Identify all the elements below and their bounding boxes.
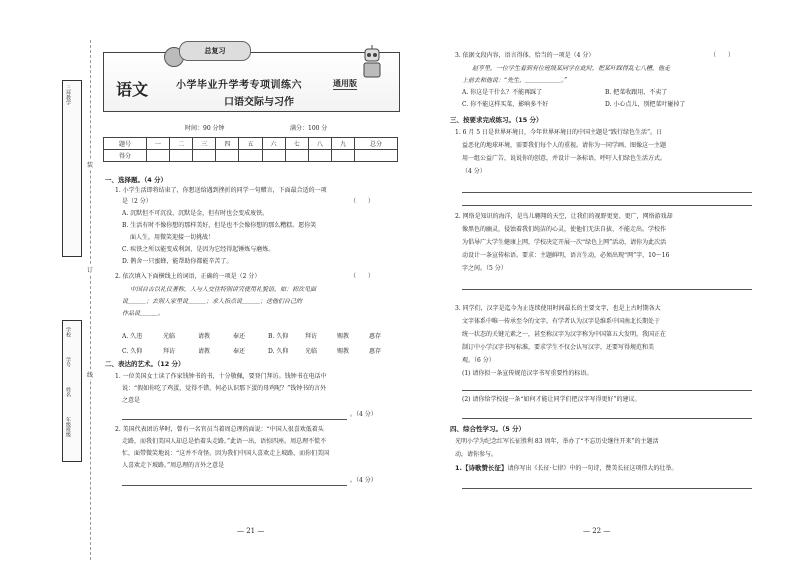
- q2-opt: 惠存: [369, 348, 382, 355]
- student-fields-box: [62, 320, 82, 462]
- instructions-box: [62, 80, 82, 257]
- q2-opt: 光临: [305, 348, 318, 355]
- p3-line-5: 观。（6 分）: [462, 357, 495, 364]
- q3-option-c[interactable]: C. 你不能这样买菜，影响多不好: [462, 101, 549, 108]
- p1-line-1: 1. 6 月 5 日是世界环境日，今年世界环境日的中国主题是“践行绿色生活”。日: [455, 129, 663, 136]
- q1-option-b[interactable]: B. 生活有时不像你想的那样美好，但是也不会像你想的那么糟糕。愿你笑: [122, 222, 317, 229]
- q2-answer-bracket[interactable]: （ ）: [350, 273, 375, 280]
- e2-line-4: 人喜欢走下坡路。”周总理的言外之意是: [122, 462, 225, 469]
- score-input[interactable]: [216, 150, 239, 162]
- q2-opt: 光临: [163, 333, 176, 340]
- q1-option-d[interactable]: D. 鹊舍一只蜜蜂，能帮助你都能辛苦了。: [122, 258, 233, 265]
- field-school: 学校: [65, 327, 71, 337]
- q3-option-b[interactable]: B. 把菜收跟用，不卖了: [605, 89, 668, 96]
- e2-line-3: 忙，面带微笑地说：“这并不奇怪。因为我们中国人喜欢走上坡路，而你们美国: [122, 450, 330, 457]
- q3-option-d[interactable]: D. 小心点儿，别把菜叶碰掉了: [605, 101, 686, 108]
- score-cell: 三: [193, 138, 216, 150]
- score-input[interactable]: [308, 150, 331, 162]
- c-item-1: [455, 463, 677, 474]
- c-answer-line[interactable]: [462, 488, 752, 489]
- q3-stem: 3. 依据文段内容，语言得体、恰当的一项是（4 分）: [455, 52, 595, 59]
- p1-line-2: 益恶化的地球环境，需要我们每个人的重视。请你为一同学画、图像这一主题: [462, 142, 667, 149]
- p2-line-4: 动设计一条宣传标语。要求：主题鲜明，语言生动，必须出现“网”字，10～16: [462, 252, 670, 259]
- score-input[interactable]: [285, 150, 308, 162]
- score-input[interactable]: [355, 150, 398, 162]
- q2-opt: 奉还: [233, 333, 246, 340]
- exam-header: [103, 46, 400, 112]
- p1-line-4: （4 分）: [462, 168, 486, 175]
- p2-line-1: 2. 网络是知识的海洋，是鸟儿翱翔的天空，让我们的视野更宽、更广，网络游戏却: [455, 213, 673, 220]
- q3-text-2: 上前去和他说：“先生，＿＿＿＿＿＿。”: [462, 77, 568, 84]
- score-cell: 一: [146, 138, 169, 150]
- q1-option-a[interactable]: A. 沉默但不可沉没，沉默是金，但有时也会变成废铁。: [122, 210, 269, 217]
- p2-line-2: 像黑色的幽灵，侵蚀着我们纯洁的心灵，使他们无法自拔、不能走出。学校作: [462, 226, 667, 233]
- score-cell: 六: [262, 138, 285, 150]
- score-cell: 四: [216, 138, 239, 150]
- c-line-2: 动，请你参与。: [455, 451, 498, 458]
- q3-option-a[interactable]: A. 你这是干什么？不能再踩了: [462, 89, 543, 96]
- p1-answer-line-1[interactable]: [462, 192, 752, 193]
- score-value-row: [104, 150, 398, 162]
- e1-line-3: 之意是: [122, 397, 141, 404]
- e2-line-2: 走路，而我们美国人却总是抬着头走路。”此语一出，语惊四座。周总理不慌不: [122, 438, 327, 445]
- e1-score: 。（4 分）: [350, 411, 377, 418]
- e2-line-1: 2. 美国代表团访华时，曾有一名官员当着周总理的面说：“中国人很喜欢低着头: [115, 426, 324, 433]
- q1-stem: 1. 小学生活即将结束了，你想送给遇到挫折的同学一句赠言，下面最合适的一项: [115, 187, 327, 194]
- p3-sub-question-2: (2) 请你给学校提一条“如何才能让同学们把汉字写得更好”的建议。: [462, 396, 641, 403]
- cut-mark-3: 线: [87, 372, 94, 379]
- section-3-title: 三、按要求完成练习。（15 分）: [450, 116, 543, 124]
- q2-stem: 2. 依次填入下面横线上的词语，正确的一项是（2 分）: [115, 273, 261, 280]
- field-student-number: 学号: [65, 357, 71, 367]
- score-input[interactable]: [170, 150, 193, 162]
- p1-answer-line-2[interactable]: [462, 205, 752, 206]
- q2-opt: 赐教: [337, 348, 350, 355]
- score-header-row: [104, 138, 398, 150]
- full-score: 满分：100 分: [290, 125, 328, 132]
- p3-line-3: 统一状态的关键元素之一，甚至称汉字为汉字称为中国第五大发明，我国正在: [462, 331, 667, 338]
- p3-line-1: 3. 同学们，汉字是迄今为止连续使用时间最长的主要文字，也是上古时期各大: [455, 305, 661, 312]
- e1-line-2: 说：“假如你吃了鸡蛋，觉得不错，何必认识那下蛋的母鸡呢？”钱钟书的言外: [122, 385, 327, 392]
- p3-answer-line-2[interactable]: [462, 418, 752, 419]
- score-input[interactable]: [331, 150, 354, 162]
- section-1-title: 一、选择题。（4 分）: [105, 176, 168, 184]
- p2-line-3: 为倡导广大学生健康上网，学校决定开展一次“绿色上网”活动，请你为此次活: [462, 239, 667, 246]
- q2-text-3: 作品说＿＿＿。: [122, 310, 165, 317]
- field-name: 姓名: [65, 387, 71, 397]
- score-table: [103, 137, 398, 162]
- q2-opt: 拜访: [163, 348, 176, 355]
- score-input[interactable]: [146, 150, 169, 162]
- page-number-21: — 21 —: [237, 527, 265, 535]
- section-2-title: 二、表达的艺术。（12 分）: [105, 360, 185, 368]
- e2-answer-line[interactable]: [122, 485, 347, 486]
- q2-text-1: 中国自古以礼仪著称，人与人交往特别讲究使用礼貌语，如：初次见面: [130, 286, 317, 293]
- score-cell: 七: [285, 138, 308, 150]
- p3-sub-question-1: (1) 请你拟一条宣传规范汉字书写重要性的标语。: [462, 370, 593, 377]
- exam-subtitle: 口语交际与习作: [224, 97, 294, 108]
- student-info-sidebar: [62, 80, 82, 550]
- q2-opt[interactable]: B. 久仰: [268, 333, 289, 340]
- exam-time: 时间：90 分钟: [185, 125, 225, 132]
- review-badge: 总复习: [179, 41, 251, 61]
- page-number-22: — 22 —: [583, 527, 611, 535]
- q2-opt: 请教: [198, 333, 211, 340]
- q2-opt[interactable]: C. 久仰: [122, 348, 143, 355]
- exam-title: 小学毕业升学考专项训练六: [176, 80, 302, 91]
- score-input[interactable]: [262, 150, 285, 162]
- field-class: 年级班级: [65, 417, 71, 437]
- p2-answer-line[interactable]: [462, 289, 752, 290]
- c-item-1-text: 请你写出《长征·七律》中的一句诗，赞美长征这项伟大的壮举。: [507, 465, 678, 472]
- c-item-1-tag: 1.【诗歌赞长征】: [455, 464, 508, 472]
- q1-stem-2: 是（2 分）: [122, 198, 152, 205]
- score-input[interactable]: [239, 150, 262, 162]
- e2-score: 。（4 分）: [350, 477, 377, 484]
- e1-answer-line[interactable]: [122, 419, 347, 420]
- score-cell: 得分: [104, 150, 147, 162]
- q2-opt[interactable]: A. 久违: [122, 333, 143, 340]
- q2-opt: 惠存: [369, 333, 382, 340]
- score-cell: 九: [331, 138, 354, 150]
- score-cell: 五: [239, 138, 262, 150]
- q2-opt: 奉还: [233, 348, 246, 355]
- score-input[interactable]: [193, 150, 216, 162]
- score-cell: 八: [308, 138, 331, 150]
- edition-label: 通用版: [333, 79, 357, 88]
- q1-option-b-cont: 面人生，用微笑迎接一切挑战！: [130, 234, 215, 241]
- score-cell: 题号: [104, 138, 147, 150]
- q2-opt[interactable]: D. 久仰: [268, 348, 289, 355]
- e1-line-1: 1. 一位美国女士读了作家钱钟书的书，十分敬佩，要登门拜访。钱钟书在电话中: [115, 373, 327, 380]
- p3-line-2: 文字体系中唯一传承至今的文字。有学者认为汉字是维系中国南北长期处于: [462, 318, 661, 325]
- cut-mark-1: 装: [87, 162, 94, 169]
- p1-line-3: 用一组公益广告，说说你的创意，并设计一条标语，呼吁人们绿色生活方式。: [462, 155, 667, 162]
- c-line-1: 光明小学为纪念红军长征胜利 83 周年，举办了“不忘历史继往开来”的主题活: [455, 438, 659, 445]
- cut-line: [90, 40, 91, 560]
- subject-title: 语文: [116, 80, 149, 99]
- robot-mascot-icon: [359, 45, 385, 85]
- sidebar-stamp: 三环教学: [65, 85, 71, 105]
- q2-text-2: 说＿＿＿；去别人家里说＿＿＿；求人指点说＿＿＿；送他们自己的: [122, 298, 303, 305]
- q1-answer-bracket[interactable]: （ ）: [350, 198, 375, 205]
- q2-opt: 赐教: [337, 333, 350, 340]
- q1-option-c[interactable]: C. 疾铁之所以能变成利剑，是因为它经得起锤炼与磨炼。: [122, 246, 275, 253]
- q2-opt: 拜访: [305, 333, 318, 340]
- score-cell: 总分: [355, 138, 398, 150]
- section-4-title: 四、综合性学习。（5 分）: [450, 425, 526, 433]
- q2-opt: 请教: [198, 348, 211, 355]
- cut-mark-2: 订: [87, 267, 94, 274]
- p3-line-4: 制订中小学汉字书写标准，要求学生不仅会认写汉字，还要写得规范和美: [462, 344, 655, 351]
- q3-answer-bracket[interactable]: （ ）: [710, 52, 735, 59]
- right-page: [400, 0, 800, 574]
- q3-text-1: 赵亨里，一位学生看到有位班级某同学在此时，把某叶踩得乱七八糟，他走: [472, 65, 671, 72]
- score-cell: 二: [170, 138, 193, 150]
- p3-answer-line-1[interactable]: [462, 390, 752, 391]
- p2-line-5: 字之间。（5 分）: [462, 265, 507, 272]
